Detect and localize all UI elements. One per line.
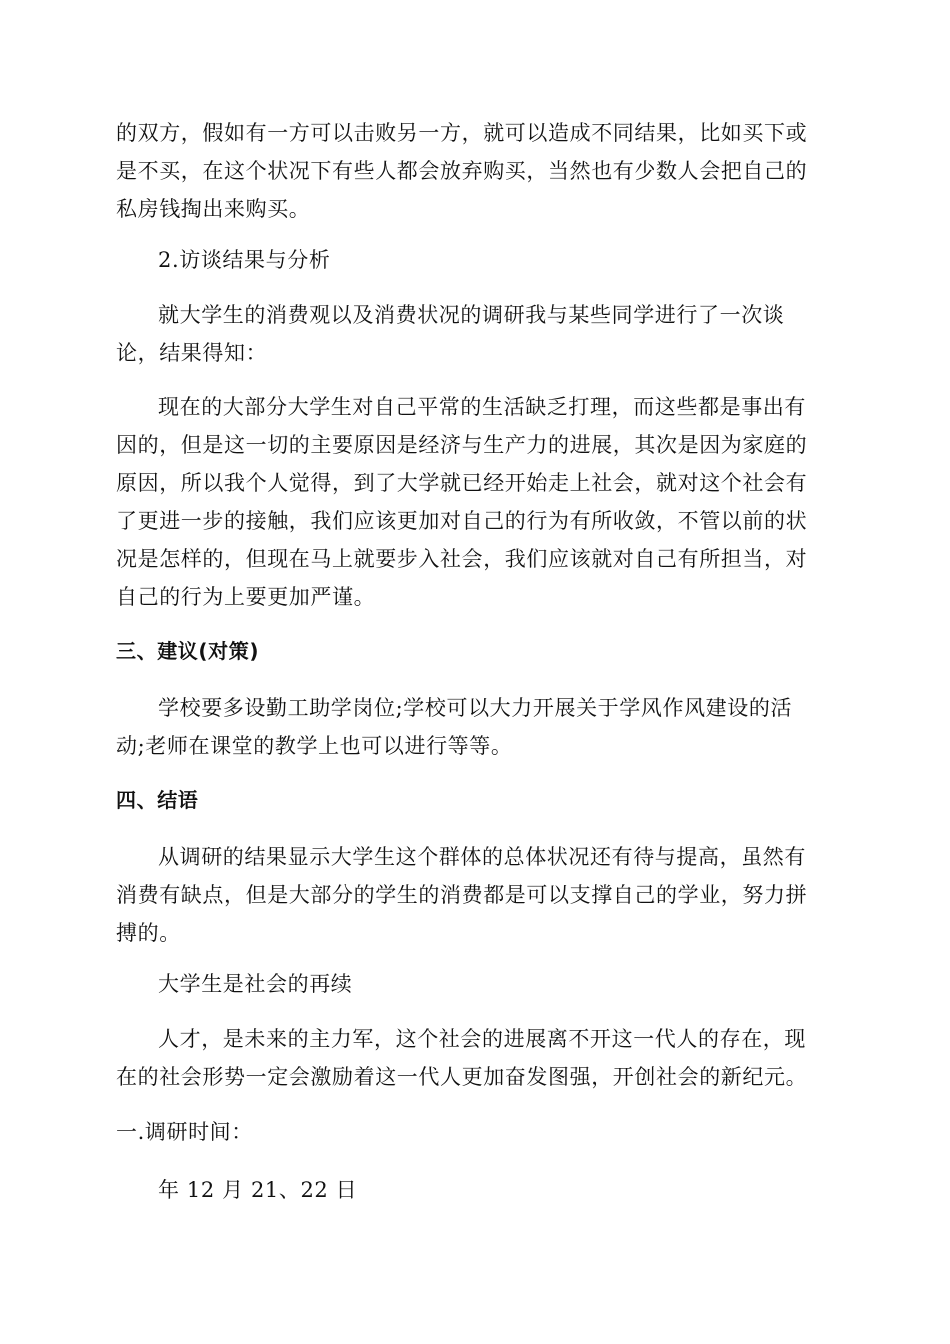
conclusion-paragraph [116, 838, 836, 952]
paragraph-line: 就大学生的消费观以及消费状况的调研我与某些同学进行了一次谈 [158, 303, 785, 327]
continuation-line: 大学生是社会的再续 [158, 972, 353, 996]
section-heading-conclusion: 四、结语 [116, 788, 199, 812]
section-heading-research-time: 一.调研时间： [116, 1120, 253, 1144]
paragraph-line: 人才，是未来的主力军，这个社会的进展离不开这一代人的存在，现 [158, 1027, 806, 1051]
paragraph-line: 是不买，在这个状况下有些人都会放弃购买，当然也有少数人会把自己的 [116, 159, 808, 183]
paragraph-line: 自己的行为上要更加严谨。 [116, 585, 376, 609]
paragraph-line: 了更进一步的接触，我们应该更加对自己的行为有所收敛，不管以前的状 [116, 509, 808, 533]
interview-paragraph [116, 296, 836, 372]
suggestion-paragraph [116, 689, 836, 765]
research-date-line: 年 12 月 21、22 日 [158, 1178, 358, 1202]
paragraph-line: 从调研的结果显示大学生这个群体的总体状况还有待与提高，虽然有 [158, 845, 806, 869]
paragraph-line: 私房钱掏出来购买。 [116, 197, 311, 221]
paragraph-line: 因的，但是这一切的主要原因是经济与生产力的进展，其次是因为家庭的 [116, 433, 808, 457]
section-heading-suggestions: 三、建议(对策) [116, 639, 260, 663]
analysis-paragraph [116, 388, 836, 616]
paragraph-line: 动;老师在课堂的教学上也可以进行等等。 [116, 734, 513, 758]
subheading-interview-results: 2.访谈结果与分析 [158, 248, 331, 272]
paragraph-line: 现在的大部分大学生对自己平常的生活缺乏打理，而这些都是事出有 [158, 395, 806, 419]
paragraph-line: 搏的。 [116, 921, 181, 945]
paragraph-line: 在的社会形势一定会激励着这一代人更加奋发图强，开创社会的新纪元。 [116, 1065, 808, 1089]
paragraph-line: 论，结果得知： [116, 341, 268, 365]
talent-paragraph [116, 1020, 836, 1096]
continuation-paragraph [116, 114, 836, 228]
paragraph-line: 原因，所以我个人觉得，到了大学就已经开始走上社会，就对这个社会有 [116, 471, 808, 495]
paragraph-line: 消费有缺点，但是大部分的学生的消费都是可以支撑自己的学业，努力拼 [116, 883, 808, 907]
paragraph-line: 的双方，假如有一方可以击败另一方，就可以造成不同结果，比如买下或 [116, 121, 808, 145]
paragraph-line: 况是怎样的，但现在马上就要步入社会，我们应该就对自己有所担当，对 [116, 547, 808, 571]
paragraph-line: 学校要多设勤工助学岗位;学校可以大力开展关于学风作风建设的活 [158, 696, 793, 720]
